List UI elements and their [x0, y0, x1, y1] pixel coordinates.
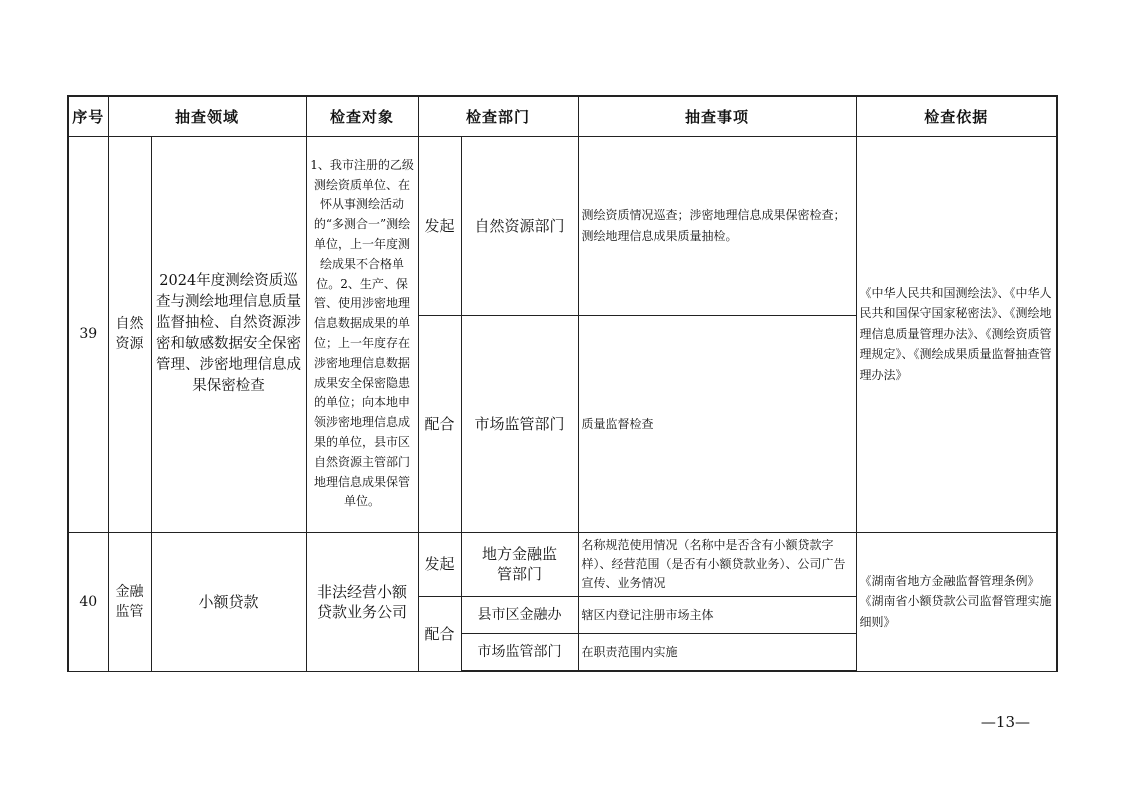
row-seq: 40	[68, 532, 108, 671]
inspection-item: 测绘资质情况巡查；涉密地理信息成果保密检查；测绘地理信息成果质量抽检。	[578, 136, 856, 315]
inspection-item: 在职责范围内实施	[578, 633, 856, 671]
row-domain: 金融监管	[108, 532, 151, 671]
dept-name: 自然资源部门	[461, 136, 578, 315]
row-basis: 《湖南省地方金融监督管理条例》《湖南省小额贷款公司监督管理实施细则》	[856, 532, 1057, 671]
table-row	[68, 136, 1057, 315]
header-item: 抽查事项	[578, 96, 856, 136]
dept-name: 县市区金融办	[461, 596, 578, 633]
row-domain: 自然资源	[108, 136, 151, 532]
row-target: 非法经营小额贷款业务公司	[306, 532, 418, 671]
dept-role: 配合	[418, 596, 461, 671]
header-seq: 序号	[68, 96, 108, 136]
header-basis: 检查依据	[856, 96, 1057, 136]
inspection-table	[67, 95, 1058, 672]
inspection-item: 名称规范使用情况（名称中是否含有小额贷款字样）、经营范围（是否有小额贷款业务）、公司广告宣传、业务情况	[578, 532, 856, 596]
dept-role: 发起	[418, 136, 461, 315]
row-seq: 39	[68, 136, 108, 532]
header-target: 检查对象	[306, 96, 418, 136]
dept-role: 发起	[418, 532, 461, 596]
header-dept: 检查部门	[418, 96, 578, 136]
dept-name: 市场监管部门	[461, 633, 578, 671]
inspection-item: 辖区内登记注册市场主体	[578, 596, 856, 633]
dept-name: 地方金融监管部门	[461, 532, 578, 596]
dept-name: 市场监管部门	[461, 315, 578, 532]
row-target: 1、我市注册的乙级测绘资质单位、在怀从事测绘活动的“多测合一”测绘单位，上一年度测绘成果不合格单位。2、生产、保管、使用涉密地理信息数据成果的单位；上一年度存在涉密地理信息数据成果安全保密隐患的单位；向本地申领涉密地理信息成果的单位，县市区自然资源主管部门地理信息成果保管单位。	[306, 136, 418, 532]
table-row	[68, 532, 1057, 596]
row-topic: 2024年度测绘资质巡查与测绘地理信息质量监督抽检、自然资源涉密和敏感数据安全保密管理、涉密地理信息成果保密检查	[151, 136, 306, 532]
dept-role: 配合	[418, 315, 461, 532]
row-topic: 小额贷款	[151, 532, 306, 671]
row-basis: 《中华人民共和国测绘法》、《中华人民共和国保守国家秘密法》、《测绘地理信息质量管理办法》、《测绘资质管理规定》、《测绘成果质量监督抽查管理办法》	[856, 136, 1057, 532]
page-number: —13—	[980, 713, 1030, 731]
header-domain: 抽查领域	[108, 96, 306, 136]
header-row	[68, 96, 1057, 136]
inspection-item: 质量监督检查	[578, 315, 856, 532]
